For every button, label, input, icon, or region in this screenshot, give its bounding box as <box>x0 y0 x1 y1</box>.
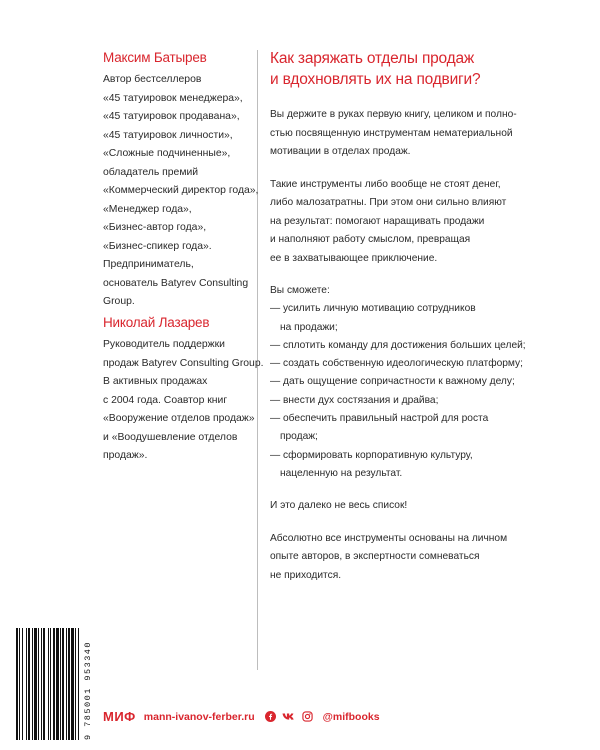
headline-line-1: Как заряжать отделы продаж <box>270 50 475 67</box>
list-item: продаж; <box>280 431 318 443</box>
list-item: — внести дух состязания и драйва; <box>270 394 439 406</box>
paragraph-tools-line: и наполняют работу смыслом, превращая <box>270 234 471 245</box>
author-1-bio-line: «Бизнес-спикер года». <box>103 240 212 252</box>
social-links <box>265 711 380 723</box>
paragraph-intro-line: стью посвященную инструментам нематериальной <box>270 127 513 139</box>
list-item: нацеленную на результат. <box>280 467 403 479</box>
author-2-bio-line: Руководитель поддержки <box>103 339 225 350</box>
headline-line-2: и вдохновлять их на подвиги? <box>270 71 481 88</box>
paragraph-intro-line: Вы держите в руках первую книгу, целиком и полно- <box>270 109 517 120</box>
author-1-bio-line: Предприниматель, <box>103 259 194 270</box>
author-2-block <box>103 315 263 466</box>
author-2-bio-line: «Вооружение отделов продаж» <box>103 413 255 424</box>
paragraph-expertise-line: опыте авторов, в экспертности сомневаться <box>270 551 480 563</box>
author-1-bio-line: «45 татуировок менеджера», <box>103 92 243 104</box>
paragraph-intro-line: мотивации в отделах продаж. <box>270 146 411 157</box>
author-1-bio-line: «Коммерческий директор года», <box>103 185 259 196</box>
author-1-bio-line: «Бизнес-автор года», <box>103 222 207 233</box>
list-item: — создать собственную идеологическую платформу; <box>270 358 523 370</box>
author-2-bio <box>103 336 263 466</box>
list-intro: Вы сможете: <box>270 285 330 296</box>
author-1-bio-line: «45 татуировок личности», <box>103 129 233 141</box>
author-1-bio-line: Автор бестселлеров <box>103 74 202 85</box>
paragraph-expertise-line: не приходится. <box>270 569 342 581</box>
author-1-bio-line: Group. <box>103 296 135 307</box>
paragraph-tools-line: Такие инструменты либо вообще не стоят денег, <box>270 178 501 190</box>
barcode <box>16 628 80 740</box>
paragraph-expertise <box>270 530 560 586</box>
headline <box>270 48 560 90</box>
barcode-number: 9 785001 953340 <box>83 640 93 740</box>
vk-icon[interactable] <box>282 712 296 722</box>
facebook-icon[interactable] <box>265 711 276 722</box>
author-1-bio-line: обладатель премий <box>103 166 199 178</box>
author-2-bio-line: продаж Batyrev Consulting Group. <box>103 357 264 369</box>
author-1-bio-line: основатель Batyrev Consulting <box>103 277 249 289</box>
list-item: — обеспечить правильный настрой для роста <box>270 413 489 425</box>
author-1-name: Максим Батырев <box>103 50 207 65</box>
author-1-bio-line: «Менеджер года», <box>103 203 192 215</box>
list-item: — усилить личную мотивацию сотрудников <box>270 303 476 315</box>
list-item: — сплотить команду для достижения больших целей; <box>270 339 526 351</box>
author-2-name: Николай Лазарев <box>103 315 210 330</box>
author-2-bio-line: с 2004 года. Соавтор книг <box>103 394 228 406</box>
publisher-website[interactable]: mann-ivanov-ferber.ru <box>143 710 255 723</box>
benefits-list <box>270 282 560 483</box>
paragraph-tools-line: на результат: помогают наращивать продажи <box>270 215 485 227</box>
author-1-bio-line: «Сложные подчиненные», <box>103 148 231 159</box>
publisher-logo: МИФ <box>103 709 136 724</box>
book-description <box>270 48 560 599</box>
instagram-icon[interactable] <box>302 711 313 722</box>
paragraph-not-all-line: И это далеко не весь список! <box>270 500 408 512</box>
author-1-bio <box>103 71 263 312</box>
author-2-bio-line: продаж». <box>103 450 148 461</box>
author-2-bio-line: В активных продажах <box>103 376 208 387</box>
paragraph-intro <box>270 106 560 162</box>
paragraph-expertise-line: Абсолютно все инструменты основаны на личном <box>270 532 508 544</box>
paragraph-tools-line: либо малозатратны. При этом они сильно влияют <box>270 197 507 208</box>
paragraph-tools-line: ее в захватывающее приключение. <box>270 252 438 264</box>
list-item: — сформировать корпоративную культуру, <box>270 449 473 461</box>
paragraph-not-all <box>270 497 560 516</box>
list-item: — дать ощущение сопричастности к важному делу; <box>270 376 515 388</box>
author-2-bio-line: и «Воодушевление отделов <box>103 431 238 443</box>
author-1-bio-line: «45 татуировок продавана», <box>103 111 240 122</box>
publisher-footer <box>103 709 380 724</box>
list-item: на продажи; <box>280 321 338 333</box>
social-handle[interactable]: @mifbooks <box>322 710 380 723</box>
paragraph-tools <box>270 176 560 269</box>
author-1-block <box>103 50 263 312</box>
